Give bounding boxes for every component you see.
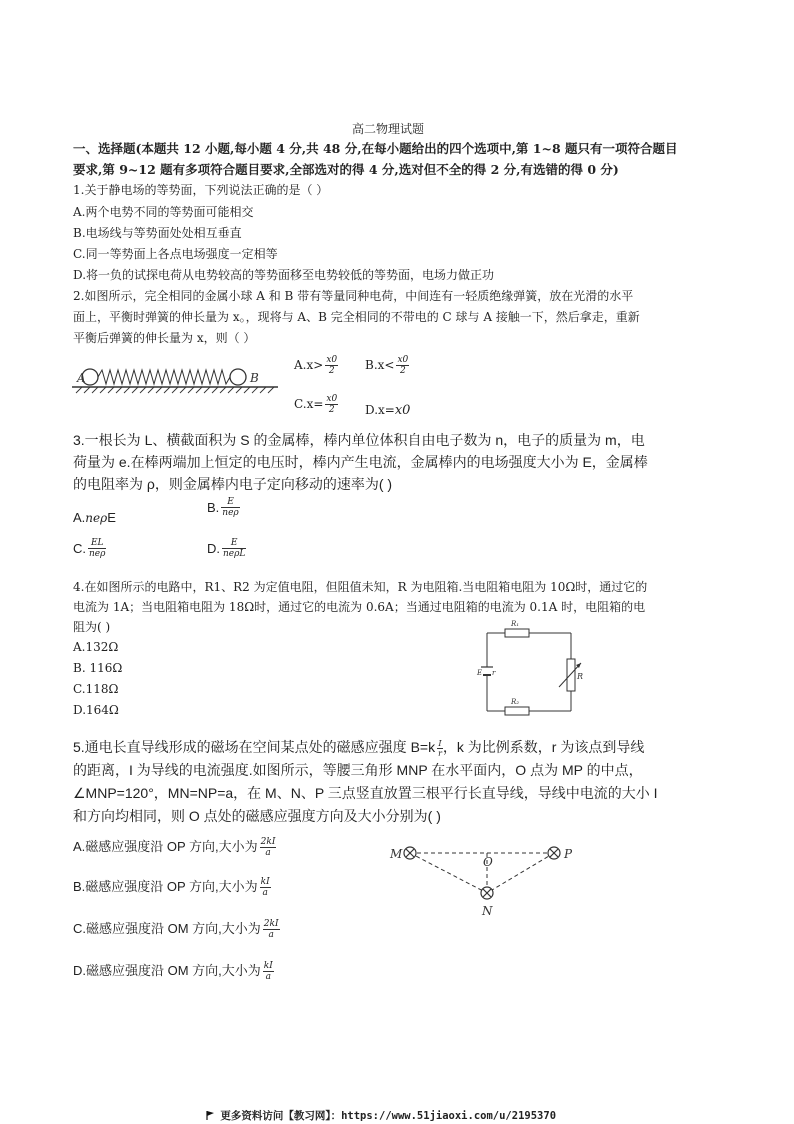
q5-stem-line2: 的距离，I 为导线的电流强度.如图所示，等腰三角形 MNP 在水平面内，O 点为 MP 的中点，: [73, 762, 643, 778]
label-r: R: [577, 672, 584, 681]
label-e: E: [477, 669, 483, 677]
q4-option-a: A.132Ω: [73, 640, 119, 654]
q2-stem-line3: 平衡后弹簧的伸长量为 x，则（ ）: [73, 331, 256, 345]
q3-stem-line2: 荷量为 e.在棒两端加上恒定的电压时，棒内产生电流，金属棒内的电场强度大小为 E，金属棒: [73, 454, 648, 470]
ball-b: [230, 369, 246, 385]
flag-icon: [206, 1111, 214, 1120]
q2-option-d: D.x=x0: [365, 403, 411, 418]
label-n: N: [482, 904, 493, 918]
label-r2: R₂: [511, 698, 520, 706]
wire-p: [548, 847, 560, 859]
q4-stem-line2: 电流为 1A；当电阻箱电阻为 18Ω时，通过它的电流为 0.6A；当通过电阻箱的电流为 0.1A 时，电阻箱的电: [73, 600, 646, 614]
q5-option-c: C.磁感应强度沿 OM 方向,大小为 $\frac{2kI}{a}$: [73, 919, 279, 941]
q4-option-d: D.164Ω: [73, 703, 119, 717]
q1-option-c: C.同一等势面上各点电场强度一定相等: [73, 247, 278, 261]
q3-option-c: C. $\frac{EL}{\text{neρ}}$: [73, 538, 106, 559]
line-pn: [487, 853, 554, 893]
page-title: 高二物理试题: [352, 122, 425, 136]
wire-m: [404, 847, 416, 859]
q3-stem-line3: 的电阻率为 ρ，则金属棒内电子定向移动的速率为( ): [73, 476, 393, 492]
q4-stem-line3: 阻为( ): [73, 620, 111, 634]
label-p: P: [564, 847, 573, 861]
label-m: M: [390, 847, 403, 861]
q3-stem-line1: 3.一根长为 L、横截面积为 S 的金属棒，棒内单位体积自由电子数为 n，电子的质量为 m，电: [73, 432, 645, 448]
triangle-figure: [382, 833, 592, 921]
resistor-r1: [505, 629, 529, 637]
q5-option-b: B.磁感应强度沿 OP 方向,大小为 $\frac{kI}{a}$: [73, 877, 270, 899]
section-header-line2: 要求,第 9~12 题有多项符合题目要求,全部选对的得 4 分,选对但不全的得 2 分,有选错的得 0 分): [73, 162, 619, 177]
q2-option-b: B.x< $\frac{x0}{2}$: [365, 355, 409, 376]
wire-n: [481, 887, 493, 899]
q2-stem-line1: 2.如图所示，完全相同的金属小球 A 和 B 带有等量同种电荷，中间连有一轻质绝缘弹簧，放在光滑的水平: [73, 289, 634, 303]
label-b: B: [250, 371, 259, 385]
q1-option-d: D.将一负的试探电荷从电势较高的等势面移至电势较低的等势面，电场力做正功: [73, 268, 495, 282]
q4-option-b: B. 116Ω: [73, 661, 123, 675]
label-internal-r: r: [492, 669, 496, 677]
q1-stem: 1.关于静电场的等势面，下列说法正确的是（ ）: [73, 183, 329, 197]
label-o: O: [483, 855, 493, 869]
q3-option-d: D. $\frac{E}{\text{neρL}}$: [207, 538, 246, 559]
q4-option-c: C.118Ω: [73, 682, 119, 696]
label-a: A: [77, 371, 86, 385]
q5-option-a: A.磁感应强度沿 OP 方向,大小为 $\frac{2kI}{a}$: [73, 837, 276, 859]
q3-option-a: A.neρE: [73, 510, 116, 525]
q2-stem-line2: 面上，平衡时弹簧的伸长量为 x。，现将与 A、B 完全相同的不带电的 C 球与 A 接触一下，然后拿走，重新: [73, 310, 640, 324]
resistor-box: [567, 659, 575, 691]
q3-option-b: B. $\frac{E}{\text{neρ}}$: [207, 497, 239, 518]
spring: [98, 370, 230, 384]
label-r1: R₁: [511, 620, 520, 628]
line-mn: [410, 853, 487, 893]
q5-stem-line4: 和方向均相同，则 O 点处的磁感应强度方向及大小分别为( ): [73, 808, 441, 824]
spring-figure: [72, 360, 282, 402]
q2-option-c: C.x= $\frac{x0}{2}$: [294, 394, 338, 415]
q5-option-d: D.磁感应强度沿 OM 方向,大小为 $\frac{kI}{a}$: [73, 961, 273, 983]
q5-stem-line3: ∠MNP=120°，MN=NP=a，在 M、N、P 三点竖直放置三根平行长直导线，导线中电流的大小 I: [73, 785, 658, 801]
section-header-line1: 一、选择题(本题共 12 小题,每小题 4 分,共 48 分,在每小题给出的四个选项中,第 1~8 题只有一项符合题目: [73, 141, 678, 156]
q4-stem-line1: 4.在如图所示的电路中，R1、R2 为定值电阻，但阻值未知，R 为电阻箱.当电阻箱电阻为 10Ω时，通过它的: [73, 580, 648, 594]
circuit-figure: [473, 617, 585, 721]
resistor-r2: [505, 707, 529, 715]
q5-stem-line1: 5.通电长直导线形成的磁场在空间某点处的磁感应强度 B=k $\frac{I}{r}$ ，k 为比例系数，r 为该点到导线: [73, 738, 645, 758]
q2-option-a: A.x> $\frac{x0}{2}$: [294, 355, 338, 376]
q1-option-a: A.两个电势不同的等势面可能相交: [73, 205, 254, 219]
q1-option-b: B.电场线与等势面处处相互垂直: [73, 226, 242, 240]
ground-hatch: [76, 387, 274, 393]
footer-link[interactable]: 更多资料访问【教习网】：https://www.51jiaoxi.com/u/2195370: [206, 1108, 556, 1123]
